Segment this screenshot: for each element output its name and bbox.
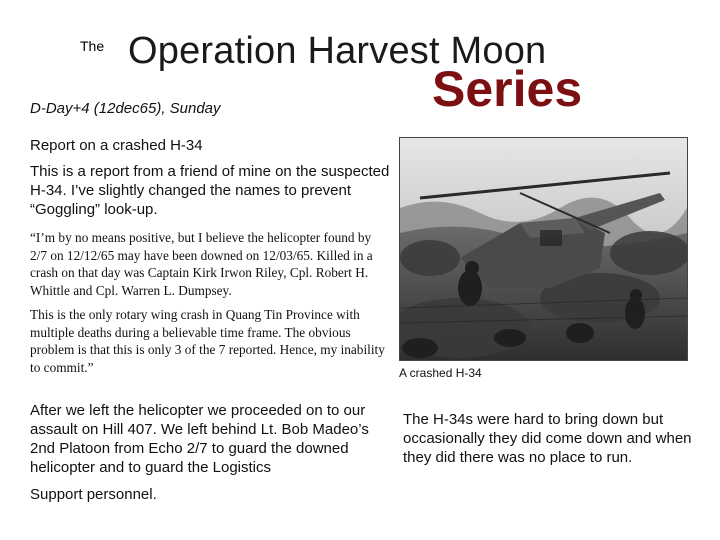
intro-paragraph: This is a report from a friend of mine on the suspected H-34. I’ve slightly changed the names to prevent “Goggling” look-up. [30,163,390,218]
quote-paragraph-1: “I’m by no means positive, but I believe the helicopter found by 2/7 on 12/12/65 may have been downed on 12/03/65. Killed in a crash on that day was Captain Kirk Irwon Riley, Cpl. Robert H. Whittle and Cpl. Warren L. Dumpsey. [30,230,373,298]
title-prefix: The [80,38,105,54]
photo-caption: A crashed H-34 [399,366,482,380]
quote-paragraph-2: This is the only rotary wing crash in Quang Tin Province with multiple deaths during a believable time frame. The obvious problem is that this is only 3 of the 7 reported. Hence, my inability to commit.” [30,307,385,375]
series-label: Series [432,61,583,117]
side-paragraph: The H-34s were hard to bring down but occasionally they did come down and when they did there was no place to run. [403,411,692,466]
date-line: D-Day+4 (12dec65), Sunday [30,100,221,117]
after-paragraph: After we left the helicopter we proceeded on to our assault on Hill 407. We left behind Lt. Bob Madeo’s 2nd Platoon from Echo 2/7 to guard the downed helicopter and to guard the Logistics [30,402,369,476]
page-title: Operation Harvest Moon [128,30,547,72]
report-heading: Report on a crashed H-34 [30,137,203,154]
after-paragraph-end: Support personnel. [30,486,157,503]
crashed-helicopter-photo [399,137,688,361]
photo-illustration [400,138,687,360]
